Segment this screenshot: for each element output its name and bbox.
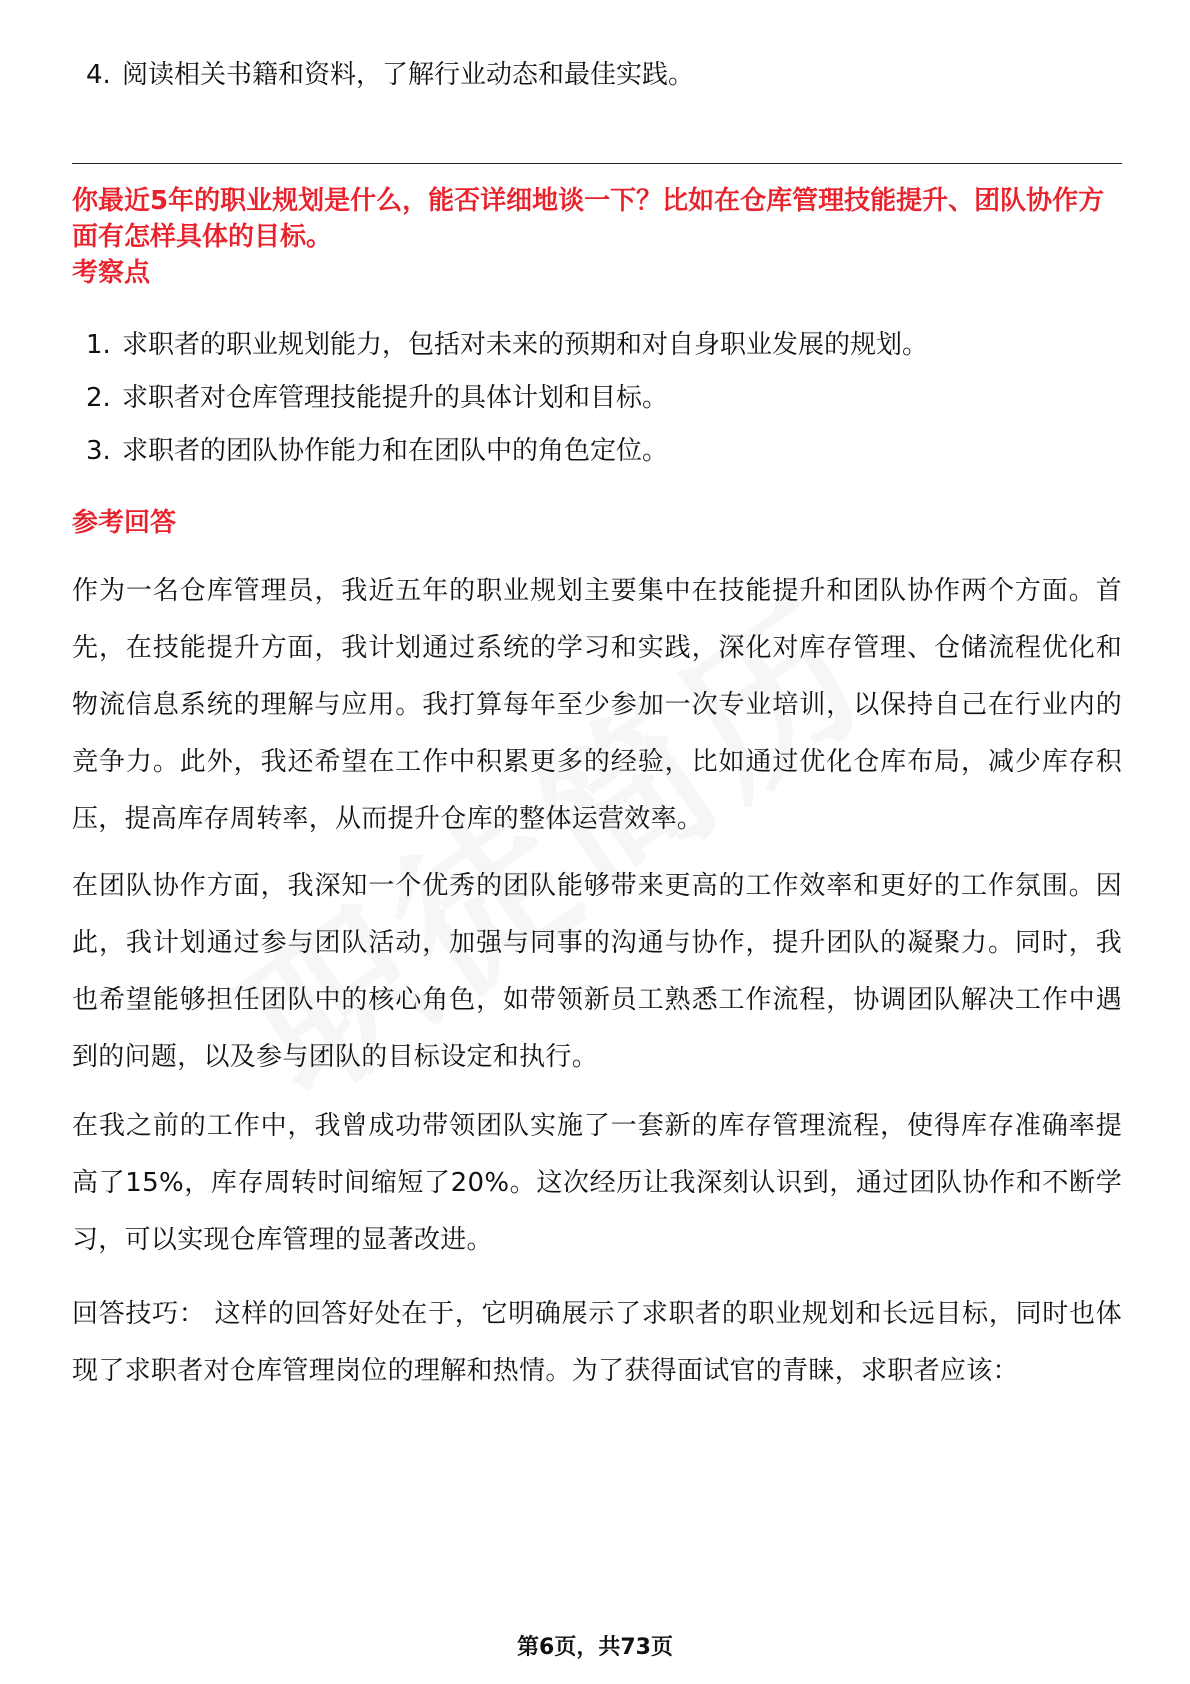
section-heading-answer: 参考回答 bbox=[72, 508, 177, 538]
list-item-text: 求职者的职业规划能力，包括对未来的预期和对自身职业发展的规划。 bbox=[122, 330, 929, 360]
answer-paragraph: 作为一名仓库管理员，我近五年的职业规划主要集中在技能提升和团队协作两个方面。首先，在技能提升方面，我计划通过系统的学习和实践，深化对库存管理、仓储流程优化和物流信息系统的理解与应用。我打算每年至少参加一次专业培训，以保持自己在行业内的竞争力。此外，我还希望在工作中积累更多的经验，比如通过优化仓库布局，减少库存积压，提高库存周转率，从而提升仓库的整体运营效率。 bbox=[72, 576, 1122, 834]
list-item bbox=[86, 381, 668, 415]
answer-paragraph: 在我之前的工作中，我曾成功带领团队实施了一套新的库存管理流程，使得库存准确率提高了15%，库存周转时间缩短了20%。这次经历让我深刻认识到，通过团队协作和不断学习，可以实现仓库管理的显著改进。 bbox=[72, 1111, 1122, 1255]
list-item bbox=[86, 328, 928, 362]
list-item-text: 求职者对仓库管理技能提升的具体计划和目标。 bbox=[122, 383, 669, 413]
list-item-number: 4. bbox=[86, 60, 111, 90]
divider bbox=[72, 163, 1122, 164]
answer-paragraph: 在团队协作方面，我深知一个优秀的团队能够带来更高的工作效率和更好的工作氛围。因此，我计划通过参与团队活动，加强与同事的沟通与协作，提升团队的凝聚力。同时，我也希望能够担任团队中的核心角色，如带领新员工熟悉工作流程，协调团队解决工作中遇到的问题，以及参与团队的目标设定和执行。 bbox=[72, 871, 1122, 1072]
list-item-number: 3. bbox=[86, 436, 111, 466]
section-heading-kaochadian: 考察点 bbox=[72, 258, 151, 288]
list-item bbox=[86, 58, 694, 92]
page-footer: 第6页，共73页 bbox=[517, 1635, 673, 1660]
list-item bbox=[86, 434, 668, 468]
list-item-number: 1. bbox=[86, 330, 111, 360]
question-heading: 你最近5年的职业规划是什么，能否详细地谈一下？比如在仓库管理技能提升、团队协作方面有怎样具体的目标。 bbox=[72, 186, 1105, 252]
answer-tips-paragraph: 回答技巧： 这样的回答好处在于，它明确展示了求职者的职业规划和长远目标，同时也体现了求职者对仓库管理岗位的理解和热情。为了获得面试官的青睐，求职者应该： bbox=[72, 1299, 1122, 1386]
list-item-number: 2. bbox=[86, 383, 111, 413]
list-item-text: 阅读相关书籍和资料，了解行业动态和最佳实践。 bbox=[122, 60, 695, 90]
list-item-text: 求职者的团队协作能力和在团队中的角色定位。 bbox=[122, 436, 669, 466]
